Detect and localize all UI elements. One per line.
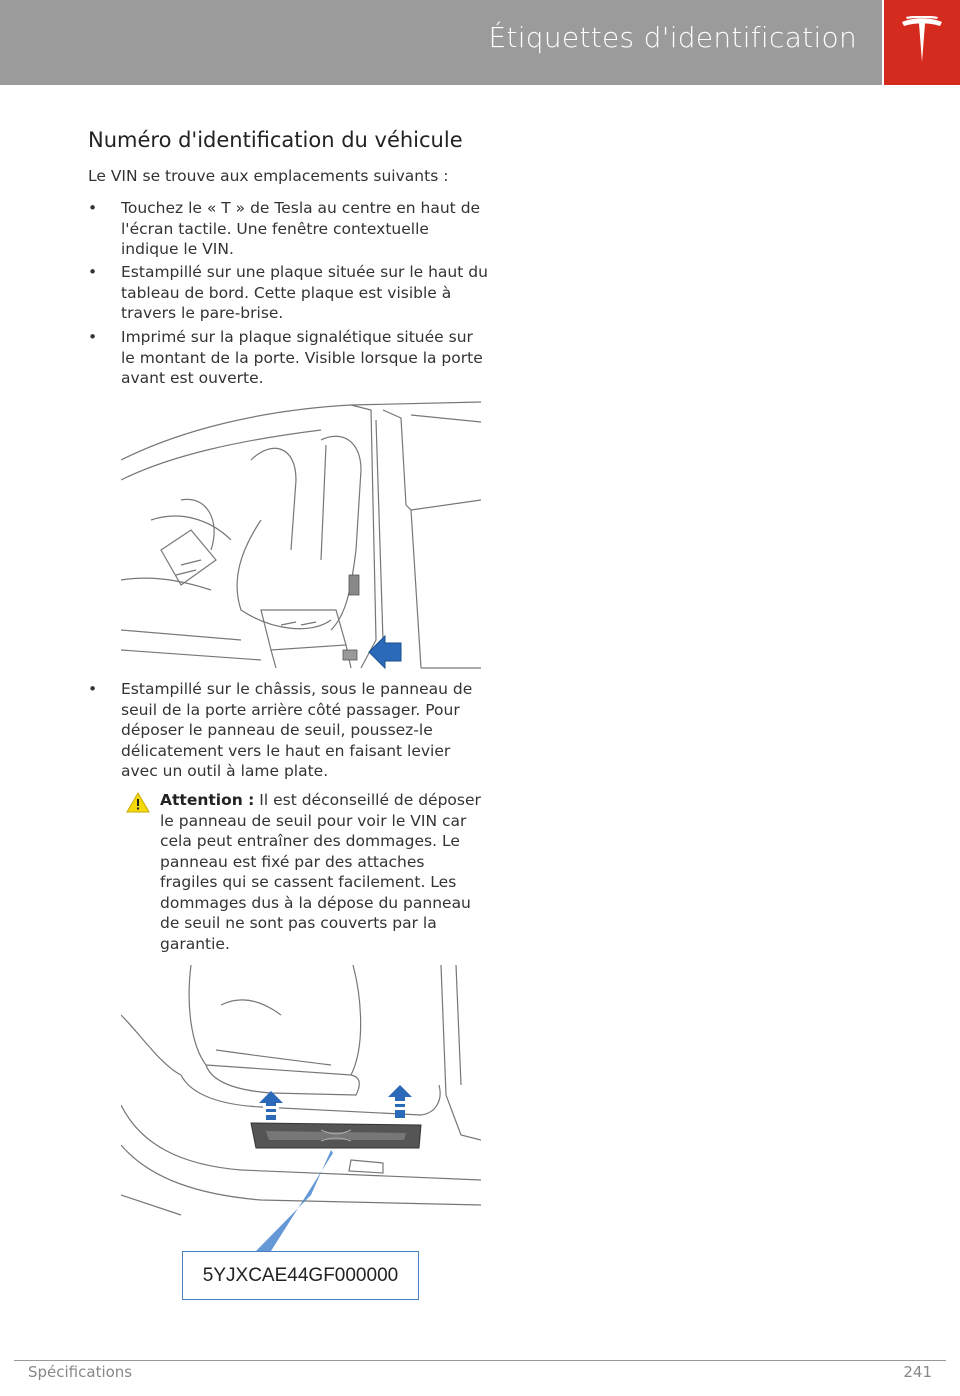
- footer-page-number: 241: [903, 1363, 932, 1381]
- page-header-title: Étiquettes d'identification: [488, 21, 857, 54]
- bullet-dot: •: [88, 680, 98, 698]
- tesla-logo-icon: [900, 16, 944, 68]
- list-item: [88, 679, 488, 782]
- section-title: Numéro d'identification du véhicule: [88, 128, 463, 152]
- warning-body: Il est déconseillé de déposer le panneau de seuil pour voir le VIN car cela peut entraîner des dommages. Le panneau est fixé par des attaches fragiles qui se cassent facilement. Les dommages dus à la dépose du panneau de seuil ne sont pas couverts par la garantie.: [160, 791, 481, 953]
- warning-text: [160, 790, 486, 954]
- bullet-dot: •: [88, 328, 98, 346]
- intro-text: Le VIN se trouve aux emplacements suivants :: [88, 167, 449, 185]
- bullet-dot: •: [88, 263, 98, 281]
- vin-example-callout: 5YJXCAE44GF000000: [182, 1251, 419, 1300]
- list-item-text: Imprimé sur la plaque signalétique située sur le montant de la porte. Visible lorsque la porte avant est ouverte.: [121, 328, 483, 387]
- footer-divider: [14, 1360, 946, 1361]
- sill-panel-illustration: [121, 965, 481, 1265]
- brand-logo: [884, 0, 960, 85]
- footer-section-name: Spécifications: [28, 1363, 133, 1381]
- list-item: [88, 198, 488, 260]
- list-item: [88, 327, 488, 389]
- up-arrow-icon: [259, 1091, 283, 1120]
- list-item-text: Estampillé sur une plaque située sur le haut du tableau de bord. Cette plaque est visible à travers le pare-brise.: [121, 263, 488, 322]
- list-item-text: Touchez le « T » de Tesla au centre en haut de l'écran tactile. Une fenêtre contextuelle indique le VIN.: [121, 199, 481, 258]
- warning-note: [126, 790, 486, 954]
- door-pillar-illustration: [121, 400, 481, 670]
- warning-triangle-icon: [126, 792, 150, 813]
- list-item: [88, 262, 488, 324]
- list-item-text: Estampillé sur le châssis, sous le panneau de seuil de la porte arrière côté passager. Pour déposer le panneau de seuil, poussez-le délicatement vers le haut en faisant levier avec un outil à lame plate.: [121, 680, 473, 780]
- bullet-dot: •: [88, 199, 98, 217]
- warning-label: Attention :: [160, 791, 255, 809]
